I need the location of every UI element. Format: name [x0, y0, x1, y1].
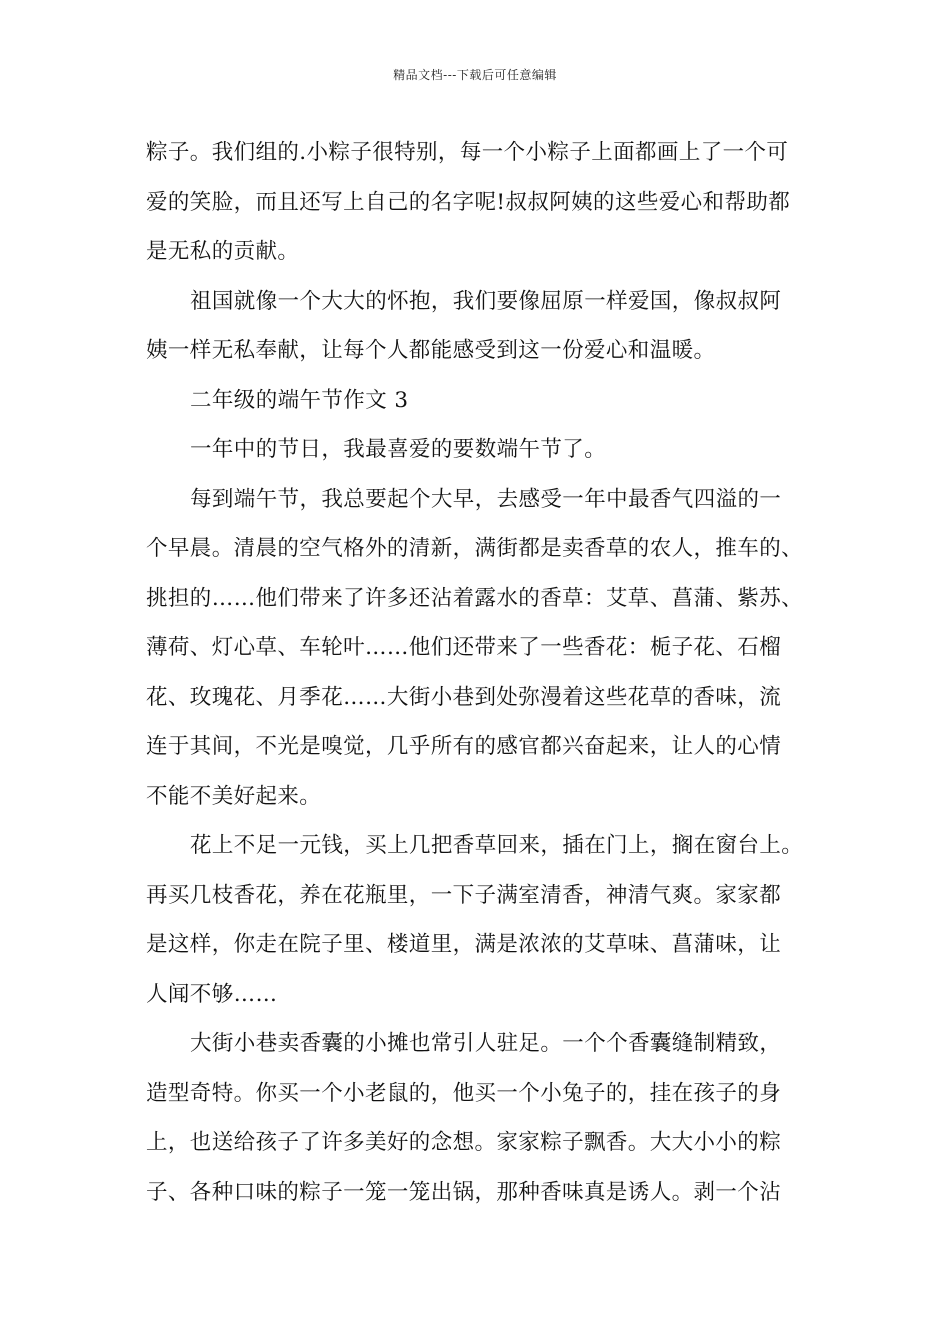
- text-line: 造型奇特。你买一个小老鼠的，他买一个小兔子的，挂在孩子的身: [146, 1080, 782, 1106]
- text-line: 花上不足一元钱，买上几把香草回来，插在门上，搁在窗台上。: [190, 833, 804, 858]
- text-line: 粽子。我们组的.小粽子很特别，每一个小粽子上面都画上了一个可: [146, 140, 789, 165]
- text-line: 连于其间，不光是嗅觉，几乎所有的感官都兴奋起来，让人的心情: [146, 734, 782, 759]
- text-line: 不能不美好起来。: [146, 783, 322, 809]
- text-line: 是这样，你走在院子里、楼道里，满是浓浓的艾草味、菖蒲味，让: [146, 932, 782, 957]
- text-line: 花、玫瑰花、月季花……大街小巷到处弥漫着这些花草的香味，流: [146, 684, 782, 710]
- text-line: 挑担的……他们带来了许多还沾着露水的香草：艾草、菖蒲、紫苏、: [146, 585, 804, 611]
- text-line: 人闻不够……: [146, 981, 278, 1007]
- text-line: 上，也送给孩子了许多美好的念想。家家粽子飘香。大大小小的粽: [146, 1130, 782, 1155]
- text-line: 是无私的贡献。: [146, 239, 300, 264]
- text-line: 子、各种口味的粽子一笼一笼出锅，那种香味真是诱人。剥一个沾: [146, 1179, 782, 1205]
- document-body: [146, 128, 814, 1217]
- text-line: 再买几枝香花，养在花瓶里，一下子满室清香，神清气爽。家家都: [146, 882, 782, 908]
- text-line: 爱的笑脸，而且还写上自己的名字呢!叔叔阿姨的这些爱心和帮助都: [146, 189, 791, 215]
- text-line: 薄荷、灯心草、车轮叶……他们还带来了一些香花：栀子花、石榴: [146, 635, 782, 660]
- text-line: 一年中的节日，我最喜爱的要数端午节了。: [190, 437, 607, 462]
- text-line: 二年级的端午节作文 3: [190, 387, 409, 413]
- text-line: 大街小巷卖香囊的小摊也常引人驻足。一个个香囊缝制精致，: [190, 1031, 782, 1056]
- text-line: 姨一样无私奉献，让每个人都能感受到这一份爱心和温暖。: [146, 338, 716, 363]
- text-line: 个早晨。清晨的空气格外的清新，满街都是卖香草的农人，推车的、: [146, 536, 804, 561]
- text-line: 每到端午节，我总要起个大早，去感受一年中最香气四溢的一: [190, 486, 782, 512]
- text-line: 祖国就像一个大大的怀抱，我们要像屈原一样爱国，像叔叔阿: [190, 288, 782, 314]
- page-header: 精品文档---下载后可任意编辑: [393, 68, 557, 82]
